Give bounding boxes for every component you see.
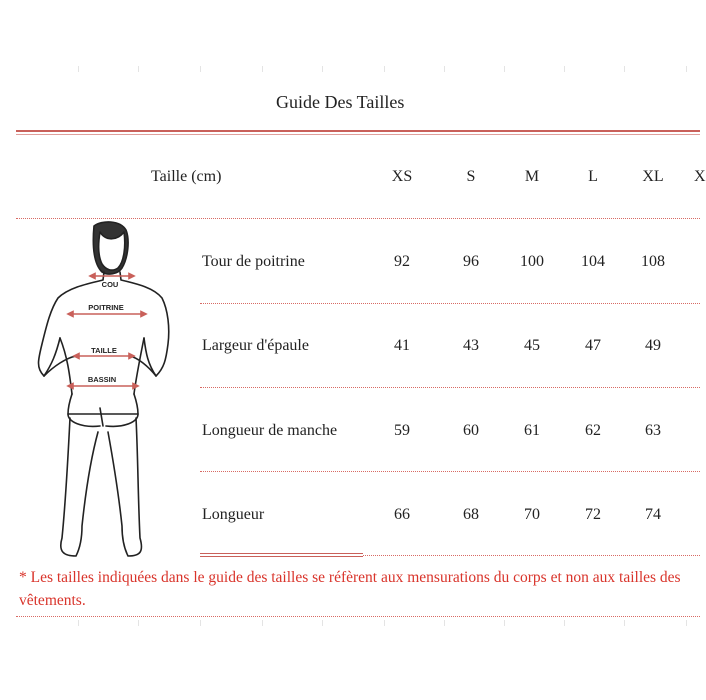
table-cell: 108 xyxy=(641,253,665,270)
table-bottom-rule-second xyxy=(200,556,363,557)
table-cell: 66 xyxy=(394,506,410,523)
footer-divider xyxy=(16,616,700,617)
table-cell: 72 xyxy=(585,506,601,523)
page-title: Guide Des Tailles xyxy=(276,92,405,112)
size-column-label: Taille (cm) xyxy=(151,168,222,185)
size-header-xl: XL xyxy=(642,168,664,185)
figure-label-taille: TAILLE xyxy=(91,346,117,355)
table-cell: 43 xyxy=(463,337,479,354)
table-cell: 74 xyxy=(645,506,661,523)
table-cell: 70 xyxy=(524,506,540,523)
figure-label-bassin: BASSIN xyxy=(87,375,117,384)
top-ticks xyxy=(0,66,700,74)
table-cell: 100 xyxy=(520,253,544,270)
size-note: * Les tailles indiquées dans le guide des tailles se réfèrent aux mensurations du corps et non aux tailles des vêtements. xyxy=(19,569,681,609)
table-cell: 62 xyxy=(585,422,601,439)
table-cell: 68 xyxy=(463,506,479,523)
table-cell: 45 xyxy=(524,337,540,354)
table-cell: 61 xyxy=(524,422,540,439)
table-cell: 96 xyxy=(463,253,479,270)
row-label-shoulder: Largeur d'épaule xyxy=(202,337,309,354)
table-cell: 104 xyxy=(581,253,605,270)
title-underline-second xyxy=(16,134,700,135)
body-outline-icon xyxy=(28,218,178,562)
table-cell: 59 xyxy=(394,422,410,439)
size-header-m: M xyxy=(524,168,540,185)
row-label-length: Longueur xyxy=(202,506,265,523)
figure-label-poitrine: POITRINE xyxy=(88,303,124,312)
size-header-s: S xyxy=(466,168,476,185)
table-cell: 60 xyxy=(463,422,479,439)
table-cell: 49 xyxy=(645,337,661,354)
row-divider xyxy=(200,387,700,388)
table-cell: 63 xyxy=(645,422,661,439)
size-header-l: L xyxy=(588,168,598,185)
bottom-ticks xyxy=(0,620,700,628)
table-cell: 41 xyxy=(394,337,410,354)
body-measurement-figure xyxy=(28,218,178,562)
row-divider xyxy=(200,471,700,472)
row-divider xyxy=(200,303,700,304)
row-label-chest: Tour de poitrine xyxy=(202,253,305,270)
table-bottom-dotted xyxy=(363,555,700,556)
title-underline xyxy=(16,130,700,132)
table-cell: 92 xyxy=(394,253,410,270)
size-header-xs: XS xyxy=(391,168,413,185)
row-label-sleeve: Longueur de manche xyxy=(202,422,338,439)
size-header-xxl-cut: X xyxy=(694,168,706,185)
table-bottom-rule xyxy=(200,553,363,554)
figure-label-cou: COU xyxy=(101,280,119,289)
table-cell: 47 xyxy=(585,337,601,354)
